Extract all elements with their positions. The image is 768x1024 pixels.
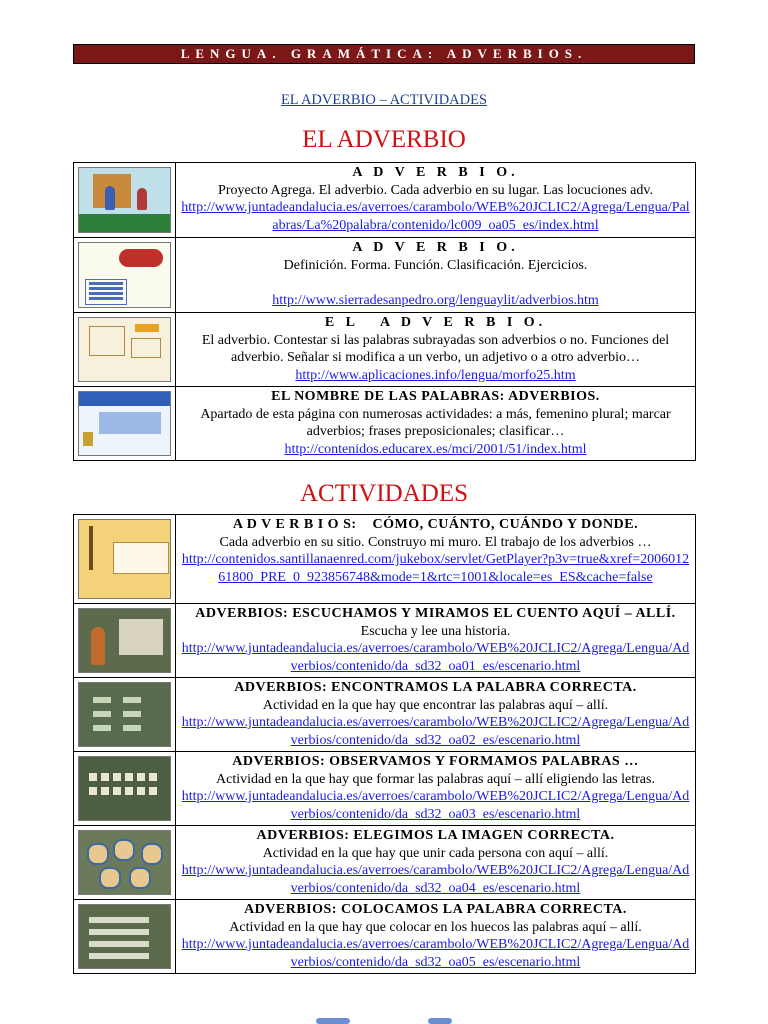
thumbnail-image[interactable] [78,167,171,233]
resource-text-cell [176,313,696,387]
resource-description: Actividad en la que hay que colocar en los huecos las palabras aquí – allí. [229,919,642,935]
thumbnail-cell[interactable] [74,678,176,752]
resource-link[interactable]: http://www.juntadeandalucia.es/averroes/carambolo/WEB%20JCLIC2/Agrega/Lengua/Adverbios/contenido/da_sd32_oa02_es/escenario.html [181,715,690,748]
table-row [74,826,696,900]
table-row [74,604,696,678]
resource-text-cell [176,163,696,238]
table-row [74,163,696,238]
resource-heading: A D V E R B I O. [352,240,519,255]
table-row [74,238,696,313]
resource-heading: EL NOMBRE DE LAS PALABRAS: ADVERBIOS. [271,389,600,404]
thumbnail-cell[interactable] [74,604,176,678]
resource-link[interactable]: http://www.juntadeandalucia.es/averroes/carambolo/WEB%20JCLIC2/Agrega/Lengua/Adverbios/contenido/da_sd32_oa03_es/escenario.html [181,789,690,822]
footer-decoration [428,1018,452,1024]
resource-text-cell [176,387,696,461]
resource-text-cell [176,604,696,678]
thumbnail-image[interactable] [78,608,171,673]
resource-text-cell [176,515,696,604]
thumbnail-cell[interactable] [74,163,176,238]
thumbnail-cell[interactable] [74,900,176,974]
thumbnail-cell[interactable] [74,238,176,313]
section-title-adverbio: EL ADVERBIO [302,126,466,153]
resource-text-cell [176,752,696,826]
footer-decoration [316,1018,350,1024]
resource-text-cell [176,238,696,313]
actividades-table [73,514,696,974]
thumbnail-image[interactable] [78,242,171,308]
resource-heading: ADVERBIOS: ENCONTRAMOS LA PALABRA CORRECTA. [234,680,637,695]
resource-text-cell [176,826,696,900]
resource-link[interactable]: http://www.juntadeandalucia.es/averroes/carambolo/WEB%20JCLIC2/Agrega/Lengua/Adverbios/contenido/da_sd32_oa01_es/escenario.html [181,641,690,674]
resource-description: El adverbio. Contestar si las palabras subrayadas son adverbios o no. Funciones del adverbio. Señalar si modifica a un verbo, un adjetivo o a otro adverbio… [201,332,670,366]
thumbnail-cell[interactable] [74,752,176,826]
resource-link[interactable]: http://www.sierradesanpedro.org/lenguaylit/adverbios.htm [272,292,599,308]
page-subtitle-link[interactable]: EL ADVERBIO – ACTIVIDADES [280,92,488,108]
table-row [74,387,696,461]
resource-link[interactable]: http://contenidos.educarex.es/mci/2001/51/index.html [284,441,587,457]
resource-link[interactable]: http://www.juntadeandalucia.es/averroes/carambolo/WEB%20JCLIC2/Agrega/Lengua/Adverbios/contenido/da_sd32_oa04_es/escenario.html [181,863,690,896]
table-row [74,900,696,974]
resource-heading: A D V E R B I O. [352,165,519,180]
table-row [74,752,696,826]
resource-link[interactable]: http://www.aplicaciones.info/lengua/morfo25.htm [295,367,576,383]
thumbnail-image[interactable] [78,682,171,747]
resource-heading: ADVERBIOS: COLOCAMOS LA PALABRA CORRECTA. [244,902,627,917]
resource-heading: ADVERBIOS: ELEGIMOS LA IMAGEN CORRECTA. [256,828,615,843]
thumbnail-image[interactable] [78,391,171,456]
resource-link[interactable]: http://contenidos.santillanaenred.com/jukebox/servlet/GetPlayer?p3v=true&xref=200601261800_PRE_0_923856748&mode=1&rtc=1001&locale=es_ES&cache=false [181,552,690,585]
thumbnail-cell[interactable] [74,826,176,900]
thumbnail-image[interactable] [78,904,171,969]
resource-link[interactable]: http://www.juntadeandalucia.es/averroes/carambolo/WEB%20JCLIC2/Agrega/Lengua/Adverbios/contenido/da_sd32_oa05_es/escenario.html [181,937,690,970]
thumbnail-image[interactable] [78,830,171,895]
resource-heading: E L A D V E R B I O. [324,315,547,330]
thumbnail-cell[interactable] [74,387,176,461]
resource-description: Escucha y lee una historia. [360,623,511,639]
resource-text-cell [176,900,696,974]
resource-description: Proyecto Agrega. El adverbio. Cada adverbio en su lugar. Las locuciones adv. [218,182,653,198]
page-banner: LENGUA. GRAMÁTICA: ADVERBIOS. [73,44,695,64]
resource-description: Actividad en la que hay que formar las palabras aquí – allí eligiendo las letras. [216,771,655,787]
thumbnail-image[interactable] [78,756,171,821]
thumbnail-image[interactable] [78,317,171,382]
resource-description: Actividad en la que hay que unir cada persona con aquí – allí. [262,845,609,861]
resource-description: Cada adverbio en su sitio. Construyo mi muro. El trabajo de los adverbios … [219,534,652,550]
section-title-actividades: ACTIVIDADES [299,480,469,507]
thumbnail-cell[interactable] [74,313,176,387]
resource-link[interactable]: http://www.juntadeandalucia.es/averroes/carambolo/WEB%20JCLIC2/Agrega/Lengua/Palabras/La%20palabra/contenido/lc009_oa05_es/index.html [181,200,690,233]
resource-text-cell [176,678,696,752]
resource-heading: ADVERBIOS: OBSERVAMOS Y FORMAMOS PALABRAS … [232,754,639,769]
table-row [74,678,696,752]
table-row [74,515,696,604]
thumbnail-image[interactable] [78,519,171,599]
resource-description: Definición. Forma. Función. Clasificación. Ejercicios. [283,257,588,273]
adverbio-resources-table [73,162,696,461]
resource-heading: A D V E R B I O S: CÓMO, CUÁNTO, CUÁNDO Y DONDE. [232,517,639,532]
resource-description: Apartado de esta página con numerosas actividades: a más, femenino plural; marcar adverbios; frases preposicionales; clasificar… [200,406,671,440]
table-row [74,313,696,387]
thumbnail-cell[interactable] [74,515,176,604]
resource-heading: ADVERBIOS: ESCUCHAMOS Y MIRAMOS EL CUENTO AQUÍ – ALLÍ. [195,606,676,621]
resource-description: Actividad en la que hay que encontrar las palabras aquí – allí. [262,697,609,713]
